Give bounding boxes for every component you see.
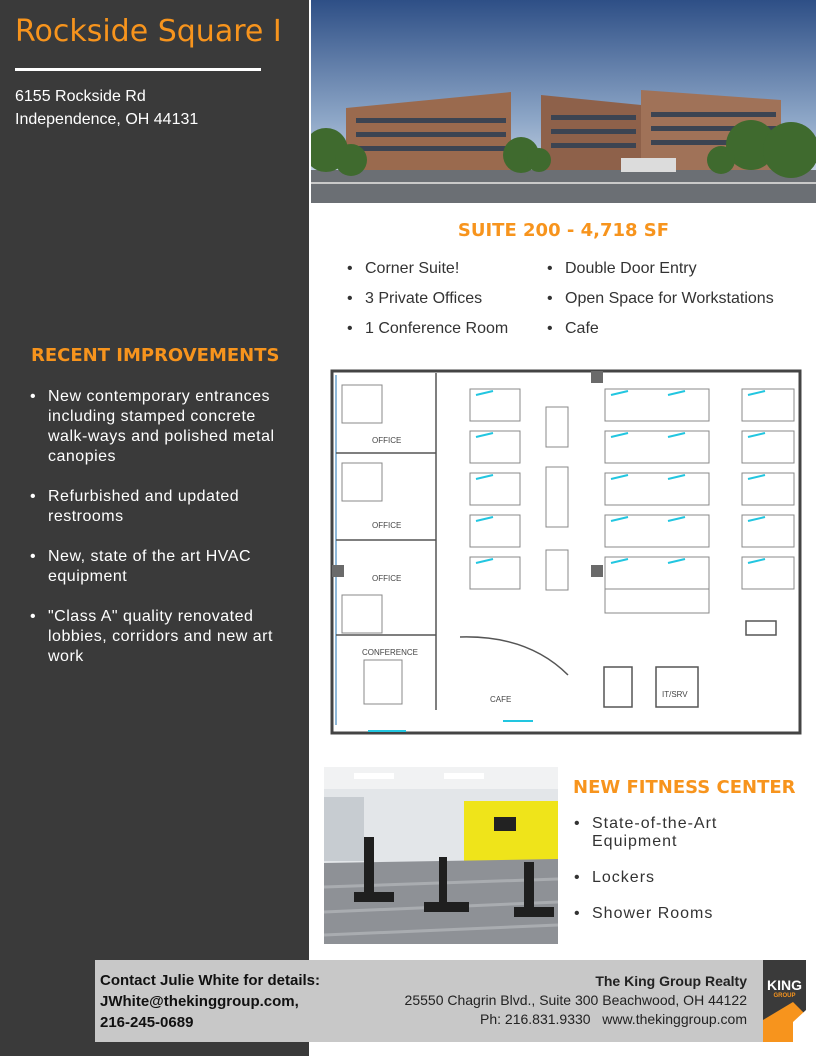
floorplan-label: CONFERENCE (362, 648, 419, 657)
suite-features-col2 (565, 259, 774, 349)
floorplan-label: OFFICE (372, 574, 402, 583)
fitness-item: • State-of-the-Art Equipment (592, 815, 807, 851)
improvement-item: • "Class A" quality renovated lobbies, corridors and new art work (48, 607, 288, 667)
property-address (15, 85, 198, 131)
fitness-center-photo (324, 767, 558, 944)
contact-block (100, 970, 320, 1033)
improvement-item: • New contemporary entrances including stamped concrete walk-ways and polished metal canopies (48, 387, 288, 467)
fitness-list (592, 815, 807, 941)
logo-mark (763, 960, 806, 1042)
contact-footer (95, 960, 763, 1042)
improvement-item: • Refurbished and updated restrooms (48, 487, 288, 527)
king-group-logo (763, 960, 806, 1042)
company-contact (405, 1010, 747, 1029)
company-name: The King Group Realty (595, 973, 747, 989)
company-block (405, 972, 747, 1029)
suite-feature: • 1 Conference Room (365, 319, 508, 349)
logo-subtext: GROUP (773, 993, 796, 999)
contact-email[interactable]: JWhite@thekinggroup.com, (100, 993, 299, 1010)
suite-heading: SUITE 200 - 4,718 SF (457, 220, 670, 241)
suite-feature: • Corner Suite! (365, 259, 508, 289)
address-line-1: 6155 Rockside Rd (15, 88, 146, 105)
building-photo (311, 0, 816, 203)
company-website[interactable]: www.thekinggroup.com (602, 1011, 747, 1027)
floorplan-label: CAFE (490, 695, 512, 704)
suite-feature: • Open Space for Workstations (565, 289, 774, 319)
company-address: 25550 Chagrin Blvd., Suite 300 Beachwood, OH 44122 (404, 992, 747, 1008)
company-phone: Ph: 216.831.9330 (480, 1011, 591, 1027)
improvements-heading: RECENT IMPROVEMENTS (31, 345, 280, 366)
logo-text: KING (767, 977, 802, 993)
address-line-2: Independence, OH 44131 (15, 111, 199, 128)
suite-feature: • 3 Private Offices (365, 289, 508, 319)
fitness-item: • Lockers (592, 869, 807, 887)
improvement-item: • New, state of the art HVAC equipment (48, 547, 288, 587)
floorplan-label: OFFICE (372, 521, 402, 530)
improvements-list (48, 387, 288, 687)
title-divider (15, 68, 261, 71)
suite-feature: • Double Door Entry (565, 259, 774, 289)
contact-line: Contact Julie White for details: (100, 972, 321, 989)
contact-phone: 216-245-0689 (100, 1014, 194, 1031)
suite-features-col1 (365, 259, 508, 349)
fitness-item: • Shower Rooms (592, 905, 807, 923)
property-title: Rockside Square I (15, 14, 282, 49)
floorplan-label: IT/SRV (662, 690, 688, 699)
floor-plan (328, 365, 804, 750)
floorplan-label: OFFICE (372, 436, 402, 445)
suite-feature: • Cafe (565, 319, 774, 349)
fitness-heading: NEW FITNESS CENTER (573, 777, 796, 798)
